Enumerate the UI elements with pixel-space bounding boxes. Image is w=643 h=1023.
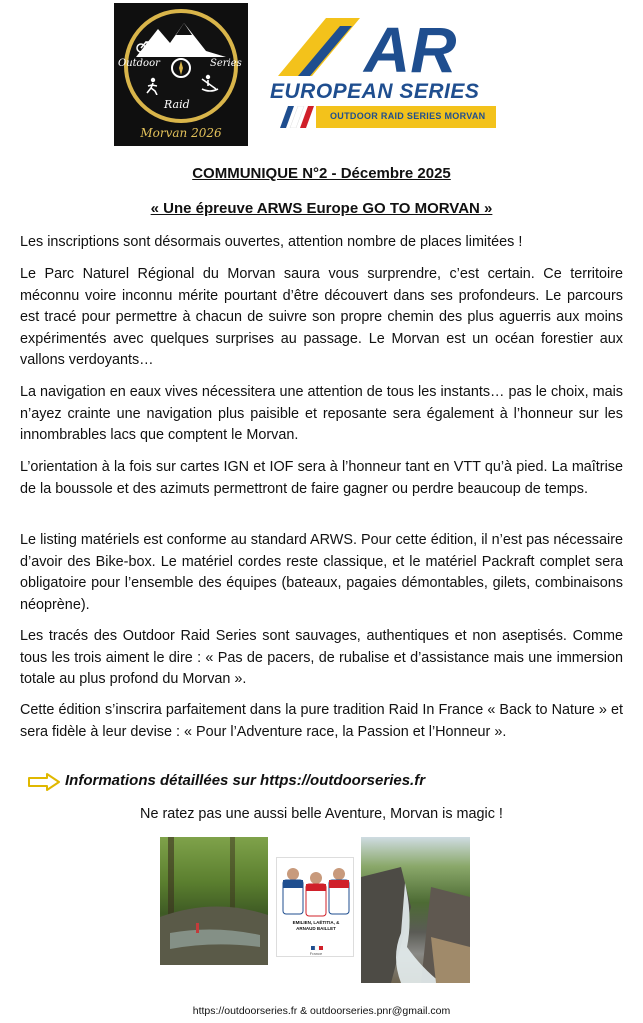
series-band	[316, 106, 496, 128]
team-caption-line2: ARNAUD BAILLET	[296, 926, 336, 931]
logo-text-outdoor: Outdoor	[118, 58, 160, 69]
series-band-text: OUTDOOR RAID SERIES MORVAN	[330, 111, 486, 121]
french-flag-icon	[274, 106, 314, 128]
info-link[interactable]: Informations détaillées sur https://outdoorseries.fr	[65, 772, 426, 789]
paragraph-tradition: Cette édition s’inscrira parfaitement dans la pure tradition Raid In France « Back to Nature » et sera fidèle à leur devise : « Pour l’Adventure race, la Passion et l’Honneur ».	[20, 702, 623, 740]
runner-icon	[144, 77, 160, 95]
footer-contact[interactable]: https://outdoorseries.fr & outdoorseries.pnr@gmail.com	[192, 1005, 451, 1017]
team-caption-line1: EMILIEN, LAËTITIA, &	[292, 920, 340, 925]
logo-text-morvan: Morvan 2026	[140, 126, 222, 140]
ar-logo-mark	[268, 14, 498, 80]
compass-icon	[170, 57, 192, 79]
waterfall-scene	[361, 837, 470, 983]
closing-line: Ne ratez pas une aussi belle Aventure, Morvan is magic !	[140, 806, 503, 822]
paragraph-orientation: L’orientation à la fois sur cartes IGN et IOF sera à l’honneur tant en VTT qu’à pied. La maîtrise de la boussole et des azimuts permettront de faire gagner ou perdre beaucoup de temps.	[20, 459, 623, 497]
team-poster	[276, 857, 354, 957]
team-caption	[277, 920, 354, 932]
paragraph-equipment: Le listing matériels est conforme au standard ARWS. Pour cette édition, il n’est pas nécessaire d’avoir des Bike-box. Le matériel cordes reste classique, et le matériel Packraft complet sera obligatoire pour l’ensemble des équipes (bateaux, pagaies démontables, gilets, combinaisons néoprène).	[20, 532, 623, 613]
logo-text-raid: Raid	[164, 98, 190, 111]
team-caption-country: France	[309, 951, 323, 956]
paragraph-registrations: Les inscriptions sont désormais ouvertes, attention nombre de places limitées !	[20, 234, 523, 250]
bike-icon	[136, 39, 158, 53]
logo-text-series: Series	[210, 58, 242, 69]
european-series-text: EUROPEAN SERIES	[270, 80, 480, 103]
forest-stream-photo	[160, 837, 268, 965]
paragraph-parc-morvan: Le Parc Naturel Régional du Morvan saura vous surprendre, c’est certain. Ce territoire méconnu voire inconnu mérite pourtant d’être découvert dans ses profondeurs. Le parcours est tracé pour permettre à chacun de suivre son propre chemin des plus aguerris aux moins expérimentés avec quelques surprises au passage. Le Morvan est un océan forestier aux vallons verdoyants…	[20, 266, 623, 368]
paragraph-navigation: La navigation en eaux vives nécessitera une attention de tous les instants… pas le choix, mais n’ayez crainte une navigation plus paisible et reposante sera également à l’honneur sur les innombrables lacs que comptent le Morvan.	[20, 384, 623, 443]
communique-title: COMMUNIQUE N°2 - Décembre 2025	[192, 165, 451, 182]
communique-subtitle: « Une épreuve ARWS Europe GO TO MORVAN »	[150, 200, 493, 217]
forest-scene	[160, 837, 268, 965]
outdoor-raid-series-logo	[114, 3, 248, 146]
waterfall-photo	[361, 837, 470, 983]
team-portrait	[277, 858, 354, 957]
arrow-right-icon	[28, 773, 60, 791]
info-line	[28, 770, 628, 794]
ar-letters: AR	[364, 14, 457, 80]
header	[0, 0, 643, 152]
paragraph-tracks: Les tracés des Outdoor Raid Series sont sauvages, authentiques et non aseptisés. Comme tous les trois aiment le dire : « Pas de pacers, de rubalise et d’assistance mais une immersion totale au plus profond du Morvan ».	[20, 628, 623, 687]
kayaker-icon	[200, 73, 220, 93]
ar-european-series-logo	[268, 14, 498, 134]
